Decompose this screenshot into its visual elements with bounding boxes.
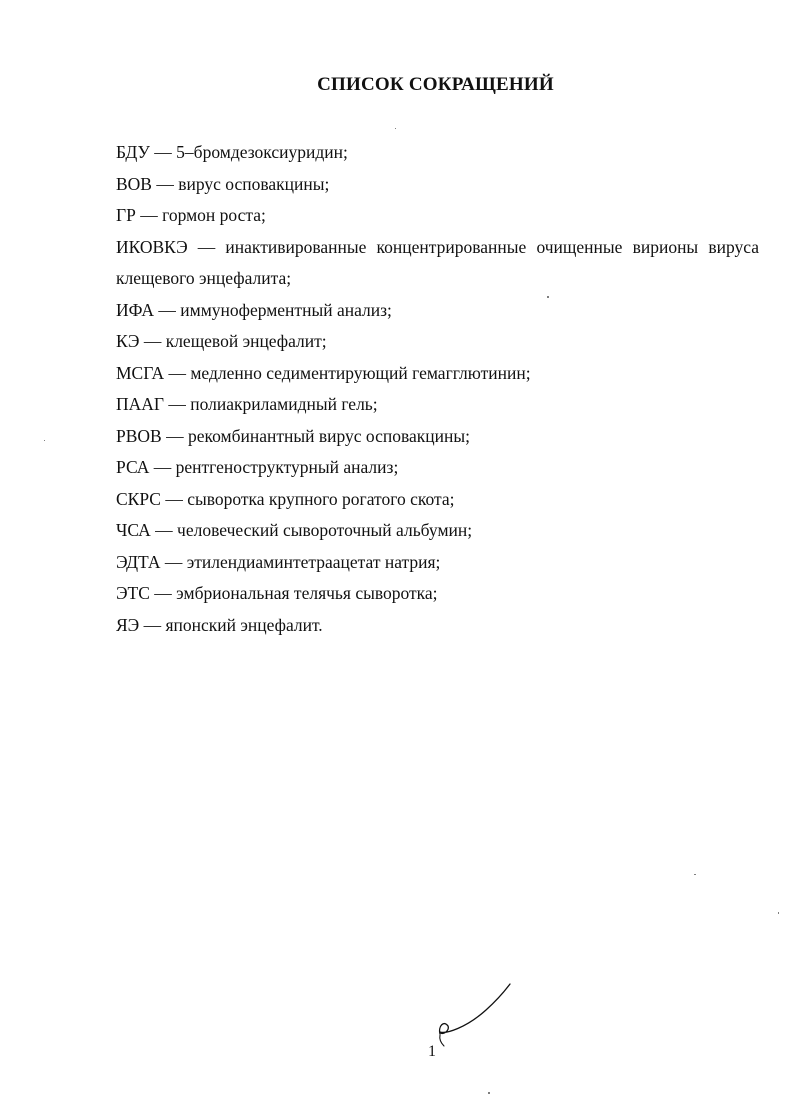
abbreviation-item: РСА — рентгеноструктурный анализ; — [116, 457, 399, 477]
handwritten-signature — [436, 982, 516, 1052]
page-title: СПИСОК СОКРАЩЕНИЙ — [317, 74, 554, 95]
abbreviation-item: ЭТС — эмбриональная телячья сыворотка; — [116, 583, 438, 603]
abbreviation-item: ЭДТА — этилендиаминтетраацетат натрия; — [116, 551, 441, 572]
abbreviation-item: ПААГ — полиакриламидный гель; — [116, 394, 378, 414]
scan-speck — [694, 874, 696, 875]
abbreviation-item: ВОВ — вирус осповакцины; — [116, 173, 330, 194]
scan-speck — [395, 128, 396, 129]
abbreviation-item: БДУ — 5–бромдезоксиуридин; — [116, 142, 348, 162]
page-number: 1 — [428, 1043, 436, 1060]
abbreviation-item: ЧСА — человеческий сывороточный альбумин; — [116, 520, 473, 540]
abbreviation-item: КЭ — клещевой энцефалит; — [116, 331, 327, 351]
abbreviation-item: МСГА — медленно седиментирующий гемагглютинин; — [116, 362, 531, 383]
abbreviation-item: ЯЭ — японский энцефалит. — [116, 614, 323, 635]
abbreviation-item: ИФА — иммуноферментный анализ; — [116, 299, 392, 320]
scan-speck — [547, 296, 549, 298]
abbreviation-item: ИКОВКЭ — инактивированные концентрированные очищенные вирионы вируса клещевого энцефалита; — [116, 236, 759, 288]
scan-speck — [44, 440, 45, 441]
abbreviation-item: РВОВ — рекомбинантный вирус осповакцины; — [116, 425, 470, 446]
abbreviation-item: ГР — гормон роста; — [116, 205, 266, 225]
abbreviation-item: СКРС — сыворотка крупного рогатого скота; — [116, 488, 455, 509]
abbreviation-list — [116, 137, 759, 641]
scan-speck — [488, 1092, 490, 1094]
scan-speck — [778, 912, 779, 914]
